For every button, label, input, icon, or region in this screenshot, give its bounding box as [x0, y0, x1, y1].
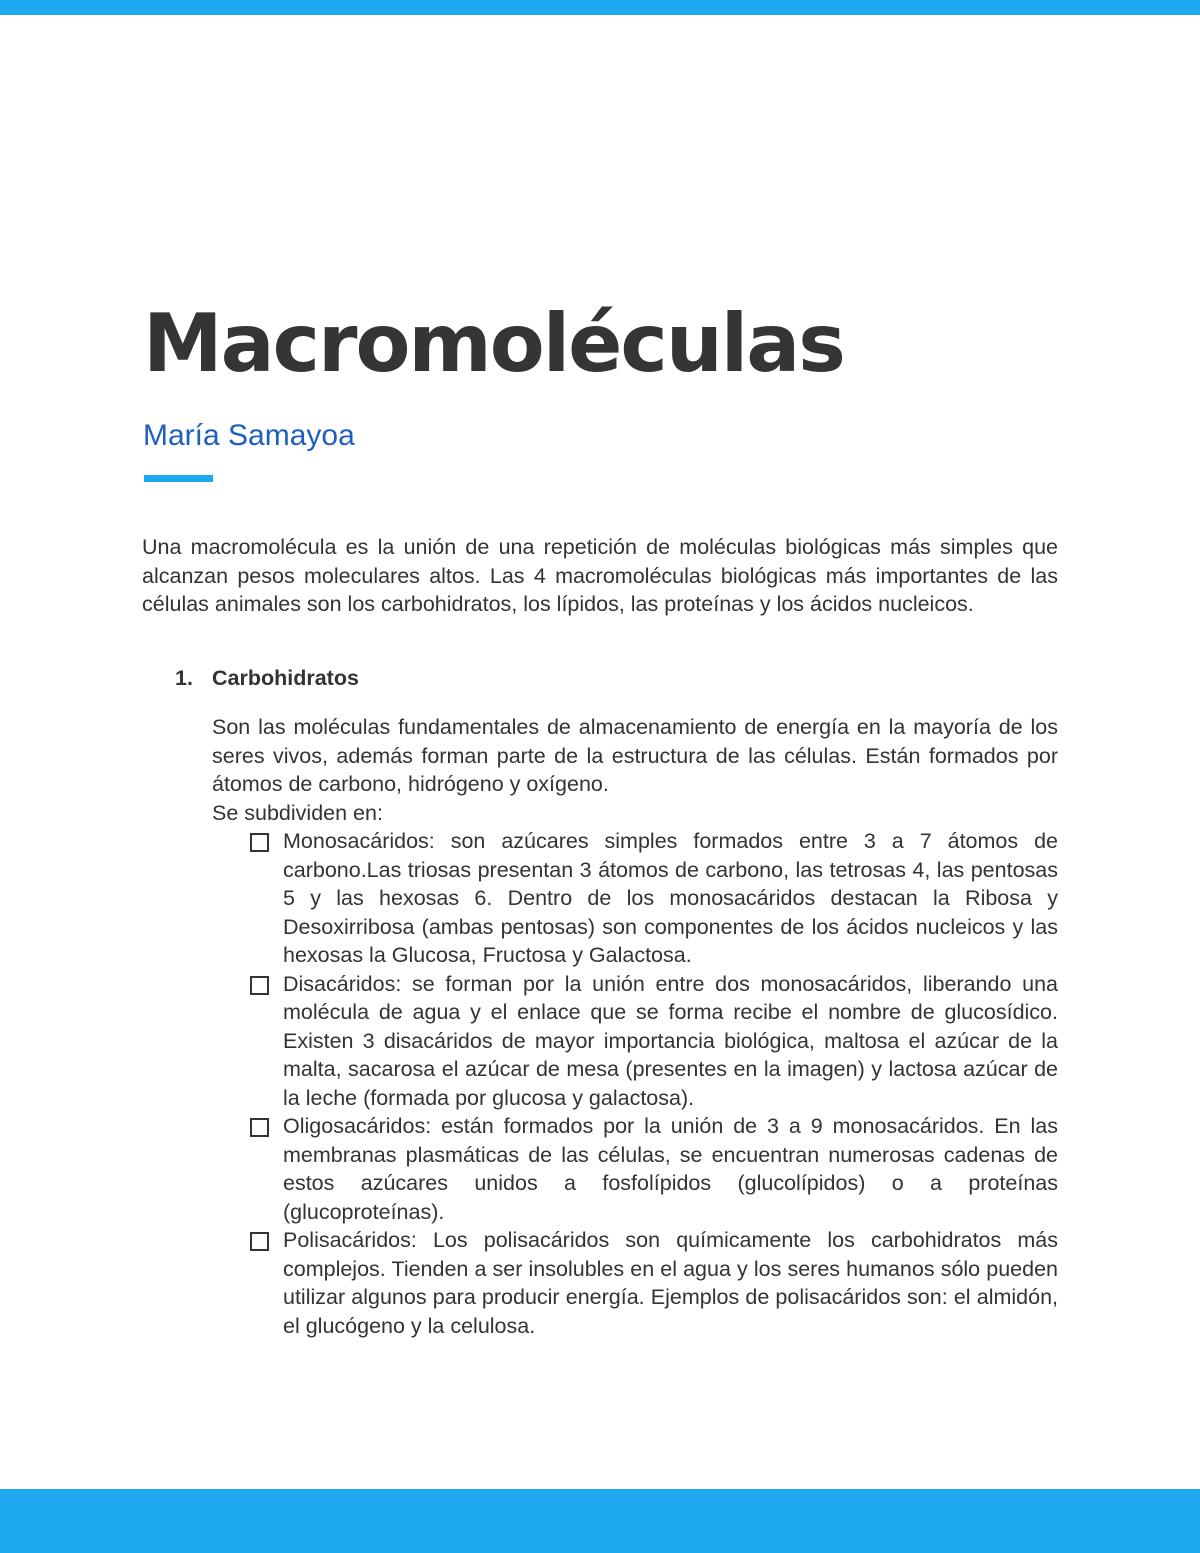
subtype-list — [248, 827, 1058, 1340]
bottom-accent-bar — [0, 1489, 1200, 1553]
list-item — [248, 1112, 1058, 1226]
list-item — [248, 827, 1058, 970]
top-accent-bar — [0, 0, 1200, 15]
list-item-text: Disacáridos: se forman por la unión entre dos monosacáridos, liberando una molécula de agua y el enlace que se forma recibe el nombre de glucosídico. Existen 3 disacáridos de mayor importancia biológica, maltosa el azúcar de la malta, sacarosa el azúcar de mesa (presentes en la imagen) y lactosa azúcar de la leche (formada por glucosa y galactosa). — [283, 971, 1058, 1110]
list-item — [248, 970, 1058, 1113]
checkbox-square-icon — [250, 1118, 269, 1137]
section-title: Carbohidratos — [212, 666, 359, 690]
section-number: 1. — [175, 666, 193, 690]
checkbox-square-icon — [250, 833, 269, 852]
title-accent-underline — [144, 475, 213, 482]
section-paragraph: Son las moléculas fundamentales de almacenamiento de energía en la mayoría de los seres vivos, además forman parte de la estructura de las células. Están formados por átomos de carbono, hidrógeno y oxígeno. — [212, 715, 1058, 796]
list-item-text: Oligosacáridos: están formados por la unión de 3 a 9 monosacáridos. En las membranas plasmáticas de las células, se encuentran numerosas cadenas de estos azúcares unidos a fosfolípidos (glucolípidos) o a proteínas (glucoproteínas). — [283, 1114, 1058, 1224]
section-heading — [175, 664, 359, 692]
author-name: María Samayoa — [143, 419, 355, 452]
list-item-text: Polisacáridos: Los polisacáridos son químicamente los carbohidratos más complejos. Tienden a ser insolubles en el agua y los seres humanos sólo pueden utilizar algunos para producir energía. Ejemplos de polisacáridos son: el almidón, el glucógeno y la celulosa. — [283, 1228, 1058, 1338]
subdivide-label: Se subdividen en: — [212, 800, 383, 825]
checkbox-square-icon — [250, 1232, 269, 1251]
checkbox-square-icon — [250, 976, 269, 995]
list-item-text: Monosacáridos: son azúcares simples formados entre 3 a 7 átomos de carbono.Las triosas presentan 3 átomos de carbono, las tetrosas 4, las pentosas 5 y las hexosas 6. Dentro de los monosacáridos destacan la Ribosa y Desoxirribosa (ambas pentosas) son componentes de los ácidos nucleicos y las hexosas la Glucosa, Fructosa y Galactosa. — [283, 829, 1058, 967]
document-title: Macromoléculas — [143, 297, 844, 390]
intro-paragraph: Una macromolécula es la unión de una repetición de moléculas biológicas más simples que alcanzan pesos moleculares altos. Las 4 macromoléculas biológicas más importantes de las células animales son los carbohidratos, los lípidos, las proteínas y los ácidos nucleicos. — [142, 535, 1058, 616]
section-body — [212, 713, 1058, 827]
list-item — [248, 1226, 1058, 1340]
